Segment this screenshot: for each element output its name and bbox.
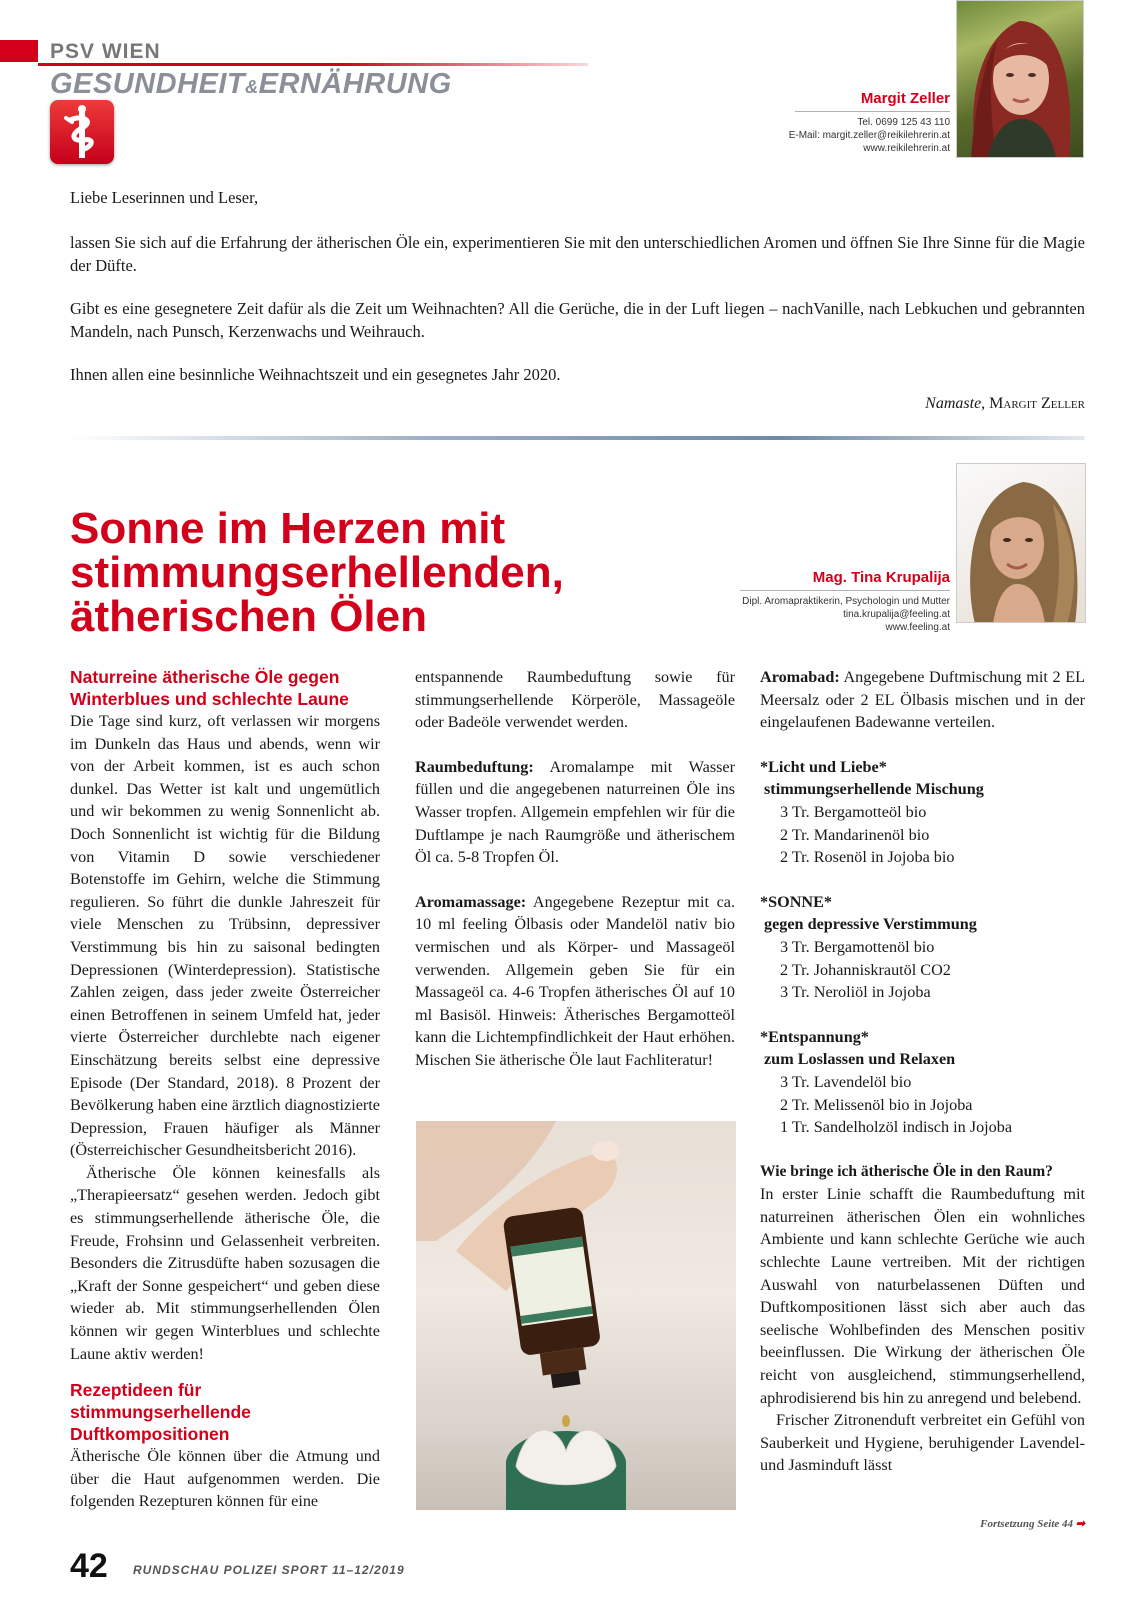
column-2 [415, 666, 735, 1072]
article-title-line-2: stimmungserhellenden, [70, 548, 564, 597]
author2-box [740, 569, 950, 634]
section-part2: ERNÄHRUNG [258, 68, 452, 100]
col1-paragraph-2: Ätherische Öle können keinesfalls als „Therapieersatz“ gesehen werden. Jedoch gibt es stimmungserhellende ätherische Öle, die Freude, Frohsinn und Gelassenheit verbreiten. Besonders die Zitrusdüfte haben sozusagen die „Kraft der Sonne gespeichert“ und geben diese wieder ab. Mit stimmungserhellenden Ölen können wir gegen Winterblues und schlechte Laune aktiv werden! [70, 1163, 380, 1363]
aromabad-label: Aromabad: [760, 668, 840, 686]
recipe-ingredient: 3 Tr. Neroliöl in Jojoba [780, 983, 931, 1002]
raumbeduftung-text: Aromalampe mit Wasser füllen und die angegebenen naturreinen Öle ins Wasser tropfen. Allgemein empfehlen wir für die Duftlampe je nach Raumgröße und ätherischem Öl ca. 5-8 Tropfen Öl. [415, 757, 735, 867]
col1-paragraph-1: Die Tage sind kurz, oft verlassen wir morgens im Dunkeln das Haus und abends, wenn wir von der Arbeit kommen, ist es auch schon dunkel. Das Wetter ist kalt und ungemütlich und wir bekommen zu wenig Sonnenlicht ab. Doch Sonnenlicht ist wichtig für die Bildung von Vitamin D sowie verschiedener Botenstoffe im Gehirn, welche die Stimmung regulieren. So führt die dunkle Jahreszeit für viele Menschen zu Trübsinn, depressiver Verstimmung bis hin zu saisonal bedingten Depressionen (Winterdepression). Statistische Zahlen zeigen, dass jeder zweite Österreicher einen Betroffenen in seinem Umfeld hat, jeder vierte Österreicher durchlebte nach eigener Einschätzung bereits selbst eine depressive Episode (Der Standard, 2018). 8 Prozent der Bevölkerung haben eine ärztlich diagnostizierte Depression, Frauen häufiger als Männer (Österreichischer Gesundheitsbericht 2016). [70, 712, 380, 1160]
recipe-ingredient: 2 Tr. Mandarinenöl bio [780, 825, 930, 844]
author1-email: E-Mail: margit.zeller@reikilehrerin.at [788, 130, 950, 141]
author2-email: tina.krupalija@feeling.at [843, 609, 950, 620]
col1-heading-2: Rezeptideen für stimmungserhellende Duftkompositionen [70, 1380, 251, 1445]
portrait-woman-curly-hair [957, 464, 1085, 622]
section-part1: GESUNDHEIT [50, 68, 246, 100]
magazine-name: RUNDSCHAU POLIZEI SPORT 11–12/2019 [133, 1563, 405, 1577]
column-3 [760, 666, 1085, 1477]
aromamassage-label: Aromamassage: [415, 892, 527, 911]
arrow-right-icon: ➡ [1075, 1518, 1085, 1530]
caduceus-icon [50, 100, 114, 164]
recipe-ingredient: 3 Tr. Bergamottenöl bio [780, 937, 935, 956]
article-title-line-1: Sonne im Herzen mit [70, 504, 506, 553]
health-caduceus-icon [50, 100, 114, 164]
author1-rule [795, 111, 950, 112]
intro-paragraph-2: Gibt es eine gesegnetere Zeit dafür als die Zeit um Weihnachten? All die Gerüche, die in der Luft liegen – nachVanille, nach Lebkuchen und gebrannten Mandeln, nach Punsch, Kerzenwachs und Weihrauch. [70, 299, 1085, 341]
portrait-woman-red-hair [957, 1, 1083, 157]
section-title [50, 68, 452, 101]
question-heading: Wie bringe ich ätherische Öle in den Raum? [760, 1162, 1053, 1180]
author2-name: Mag. Tina Krupalija [812, 569, 950, 586]
recipe-sonne [760, 891, 1085, 1004]
col3-paragraph-1: In erster Linie schafft die Raumbeduftung mit naturreinen ätherischen Ölen ein wohnliches Ambiente und kann schlechte Gerüche wie auch schlechte Laune vertreiben. Mit der richtigen Auswahl von naturbelassenen Düften und Duftkompositionen lässt sich aber auch das seelische Wohlbefinden des Menschen positiv beeinflussen. Die Wirkung der ätherischen Öle reicht von ausgleichend, stimmungserhellend, aphrodisierend bis hin zu anregend und belebend. [760, 1185, 1085, 1407]
aromamassage-paragraph [415, 891, 735, 1072]
continued-note [980, 1517, 1085, 1530]
section-amp: & [245, 77, 259, 97]
aromamassage-text: Angegebene Rezeptur mit ca. 10 ml feeling Ölbasis oder Mandelöl nativ bio vermischen und als Körper- und Massageöl verwenden. Allgemein geben Sie für ein Massageöl ca. 4-6 Tropfen ätherisches Öl auf 10 ml Basisöl. Hinweis: Ätherisches Bergamotteöl kann die Lichtempfindlichkeit der Haut erhöhen. Mischen Sie ätherische Öle laut Fachliteratur! [415, 892, 735, 1069]
column-1 [70, 666, 380, 1513]
brand-label: PSV WIEN [50, 40, 161, 63]
page-number: 42 [70, 1547, 108, 1585]
col1-paragraph-3: Ätherische Öle können über die Atmung und über die Haut aufgenommen werden. Die folgenden Rezepturen können für eine [70, 1447, 380, 1511]
author1-box [789, 90, 950, 155]
recipe-subtitle: zum Loslassen und Relaxen [764, 1050, 956, 1069]
col1-heading-1: Naturreine ätherische Öle gegen Winterblues und schlechte Laune [70, 667, 349, 709]
signature-name: Margit Zeller [989, 395, 1085, 412]
intro-greeting: Liebe Leserinnen und Leser, [70, 188, 259, 207]
recipe-ingredient: 2 Tr. Rosenöl in Jojoba bio [780, 848, 955, 867]
recipe-ingredient: 3 Tr. Lavendelöl bio [780, 1072, 912, 1091]
author2-rule [740, 590, 950, 591]
recipe-title: *Entspannung* [760, 1027, 869, 1046]
intro-signature [925, 395, 1085, 413]
essential-oil-bottle-photo [416, 1121, 736, 1510]
signature-greeting: Namaste, [925, 395, 986, 412]
recipe-ingredient: 3 Tr. Bergamotteöl bio [780, 802, 927, 821]
author2-role: Dipl. Aromapraktikerin, Psychologin und Mutter [742, 596, 950, 607]
recipe-title: *Licht und Liebe* [760, 757, 887, 776]
author1-name: Margit Zeller [860, 90, 950, 107]
recipe-entspannung [760, 1026, 1085, 1139]
oil-dropper-illustration [416, 1121, 736, 1510]
col2-paragraph-1: entspannende Raumbeduftung sowie für stimmungserhellende Körperöle, Massageöle oder Badeöle verwendet werden. [415, 668, 735, 732]
section-divider [70, 436, 1085, 440]
col3-paragraph-2: Frischer Zitronenduft verbreitet ein Gefühl von Sauberkeit und Hygiene, beruhigender Lavendel- und Jasminduft lässt [760, 1411, 1085, 1475]
intro-paragraph-3: Ihnen allen eine besinnliche Weihnachtszeit und ein gesegnetes Jahr 2020. [70, 365, 561, 384]
raumbeduftung-paragraph [415, 756, 735, 869]
recipe-subtitle: gegen depressive Verstimmung [764, 915, 977, 934]
article-title [70, 504, 710, 641]
aromabad-text: Angegebene Duftmischung mit 2 EL Meersalz oder 2 EL Ölbasis mischen und in der eingelaufenen Badewanne verteilen. [760, 668, 1085, 732]
recipe-ingredient: 2 Tr. Johanniskrautöl CO2 [780, 960, 951, 979]
continued-text: Fortsetzung Seite 44 [980, 1518, 1074, 1530]
author1-tel: Tel. 0699 125 43 110 [857, 117, 950, 128]
header-red-tab [0, 40, 38, 62]
recipe-title: *SONNE* [760, 892, 832, 911]
intro-paragraph-1: lassen Sie sich auf die Erfahrung der ätherischen Öle ein, experimentieren Sie mit den unterschiedlichen Aromen und öffnen Sie Ihre Sinne für die Magie der Düfte. [70, 233, 1085, 275]
author1-portrait [956, 0, 1084, 158]
aromabad-paragraph [760, 666, 1085, 734]
raumbeduftung-label: Raumbeduftung: [415, 757, 534, 776]
recipe-ingredient: 1 Tr. Sandelholzöl indisch in Jojoba [780, 1118, 1013, 1137]
author2-portrait [956, 463, 1086, 623]
article-title-line-3: ätherischen Ölen [70, 592, 428, 641]
recipe-subtitle: stimmungserhellende Mischung [764, 780, 984, 799]
recipe-ingredient: 2 Tr. Melissenöl bio in Jojoba [780, 1095, 973, 1114]
author2-web: www.feeling.at [885, 622, 950, 633]
recipe-licht-und-liebe [760, 756, 1085, 869]
author1-web: www.reikilehrerin.at [863, 143, 950, 154]
